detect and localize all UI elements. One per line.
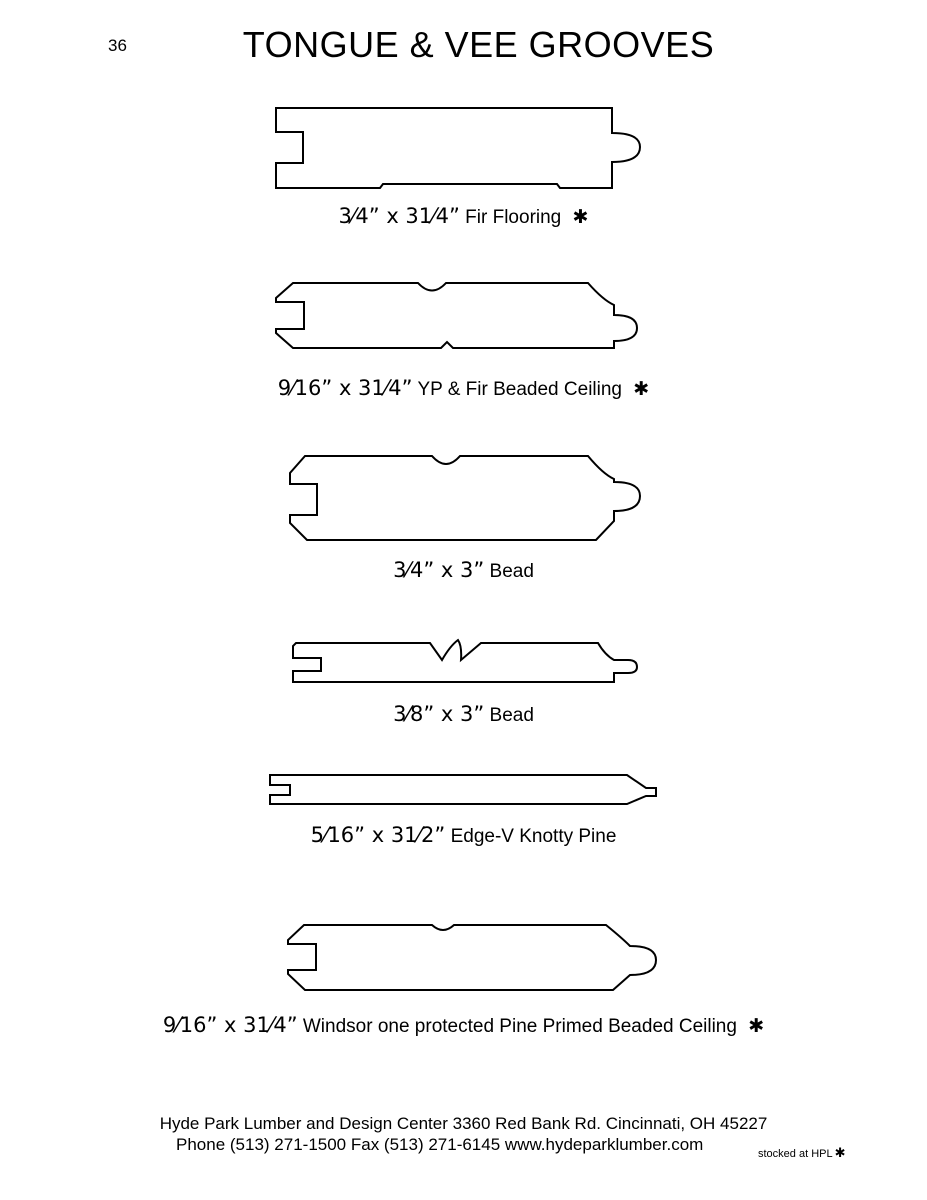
profile-caption xyxy=(0,1013,927,1038)
profile-dimension: 3⁄4” x 31⁄4” xyxy=(338,204,460,228)
stocked-note-text: stocked at HPL xyxy=(758,1148,833,1160)
page-number: 36 xyxy=(108,36,127,55)
profile-dimension: 9⁄16” x 31⁄4” xyxy=(277,376,413,400)
stocked-marker-icon: ✱ xyxy=(633,379,650,400)
profile-dimension: 3⁄4” x 3” xyxy=(393,558,485,582)
profile-dimension: 5⁄16” x 31⁄2” xyxy=(310,823,446,847)
profile-dimension: 3⁄8” x 3” xyxy=(393,702,485,726)
profile-description: Bead xyxy=(489,705,534,726)
footer-address: Hyde Park Lumber and Design Center 3360 Red Bank Rd. Cincinnati, OH 45227 xyxy=(159,1114,768,1133)
footer-contact: Phone (513) 271-1500 Fax (513) 271-6145 www.hydeparklumber.com xyxy=(176,1135,704,1154)
stocked-marker-icon: ✱ xyxy=(834,1145,846,1160)
profile-description: Fir Flooring xyxy=(465,207,562,228)
profile-dimension: 9⁄16” x 31⁄4” xyxy=(162,1013,298,1037)
profile-description: YP & Fir Beaded Ceiling xyxy=(417,379,622,400)
profile-description: Edge-V Knotty Pine xyxy=(450,826,617,847)
profile-description: Bead xyxy=(489,561,534,582)
page-title: TONGUE & VEE GROOVES xyxy=(242,24,715,65)
stocked-note xyxy=(758,1145,846,1161)
stocked-marker-icon: ✱ xyxy=(572,207,589,228)
stocked-marker-icon: ✱ xyxy=(748,1016,765,1037)
profile-description: Windsor one protected Pine Primed Beaded Ceiling xyxy=(302,1016,737,1037)
